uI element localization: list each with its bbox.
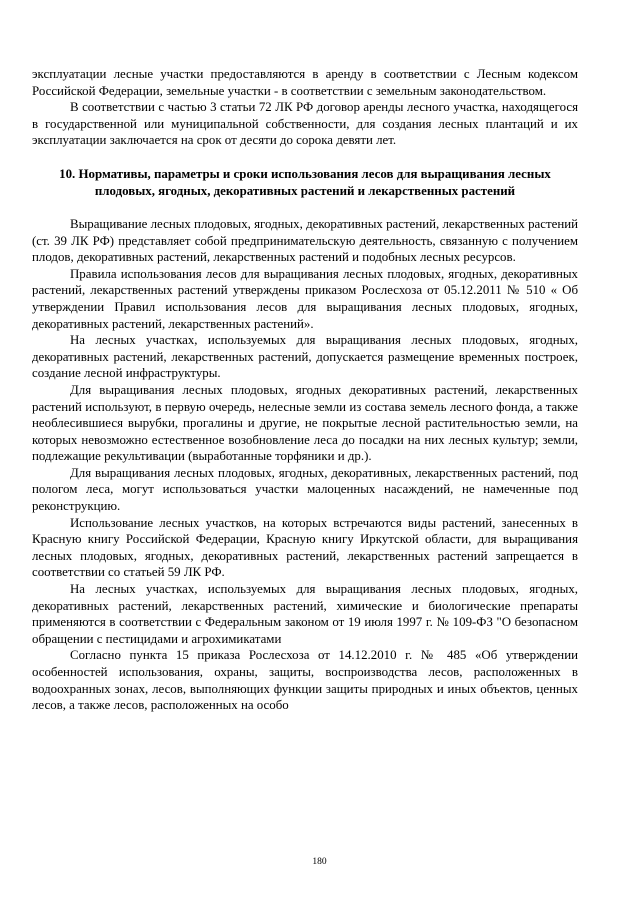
- paragraph-lease-term: В соответствии с частью 3 статьи 72 ЛК РФ договор аренды лесного участка, находящегося в государственной или муниципальной собственности, для создания лесных плантаций и их эксплуатации заключается на срок от десяти до сорока девяти лет.: [32, 100, 578, 148]
- paragraph-8: Согласно пункта 15 приказа Рослесхоза от 14.12.2010 г. № 485 «Об утверждении особенностей использования, охраны, защиты, воспроизводства лесов, расположенных в водоохранных зонах, лесов, выполняющих функции защиты природных и иных объектов, ценных лесов, а также лесов, расположенных на особо: [32, 648, 578, 713]
- section-heading: 10. Нормативы, параметры и сроки использования лесов для выращивания лесных плодовых, ягодных, декоративных растений и лекарственных растений: [59, 166, 551, 198]
- paragraph-3: На лесных участках, используемых для выращивания лесных плодовых, ягодных, декоративных растений, лекарственных растений, допускается размещение временных построек, создание лесной инфраструктуры.: [32, 333, 578, 381]
- paragraph-6: Использование лесных участков, на которых встречаются виды растений, занесенных в Красную книгу Российской Федерации, Красную книгу Иркутской области, для выращивания лесных плодовых, ягодных, декоративных растений, лекарственных растений запрещается в соответствии со статьей 59 ЛК РФ.: [32, 515, 578, 580]
- page-number: 180: [312, 857, 327, 867]
- paragraph-2: Правила использования лесов для выращивания лесных плодовых, ягодных, декоративных растений, лекарственных растений утверждены приказом Рослесхоза от 05.12.2011 № 510 « Об утверждении Правил использования лесов для выращивания лесных плодовых, ягодных, декоративных растений, лекарственных растений».: [32, 266, 578, 331]
- paragraph-7: На лесных участках, используемых для выращивания лесных плодовых, ягодных, декоративных растений, лекарственных растений, химические и биологические препараты применяются в соответствии с Федеральным законом от 19 июля 1997 г. № 109-ФЗ "О безопасном обращении с пестицидами и агрохимикатами: [32, 582, 578, 646]
- document-body: [32, 66, 578, 714]
- paragraph-5: Для выращивания лесных плодовых, ягодных, декоративных, лекарственных растений, под пологом леса, могут использоваться участки малоценных насаждений, не намеченные под реконструкцию.: [32, 465, 578, 514]
- paragraph-4: Для выращивания лесных плодовых, ягодных декоративных растений, лекарственных растений используют, в первую очередь, нелесные земли из состава земель лесного фонда, а также необлесившиеся вырубки, прогалины и другие, не покрытые лесной растительностью земли, на которых невозможно естественное возобновление леса до посадки на них лесных культур; земли, подлежащие рекультивации (выработанные торфяники и др.).: [32, 382, 578, 464]
- paragraph-continuation: эксплуатации лесные участки предоставляются в аренду в соответствии с Лесным кодексом Российской Федерации, земельные участки - в соответствии с земельным законодательством.: [32, 67, 578, 98]
- paragraph-1: Выращивание лесных плодовых, ягодных, декоративных растений, лекарственных растений (ст. 39 ЛК РФ) представляет собой предпринимательскую деятельность, связанную с получением плодов, декоративных растений, лекарственных растений и подобных лесных ресурсов.: [32, 216, 579, 265]
